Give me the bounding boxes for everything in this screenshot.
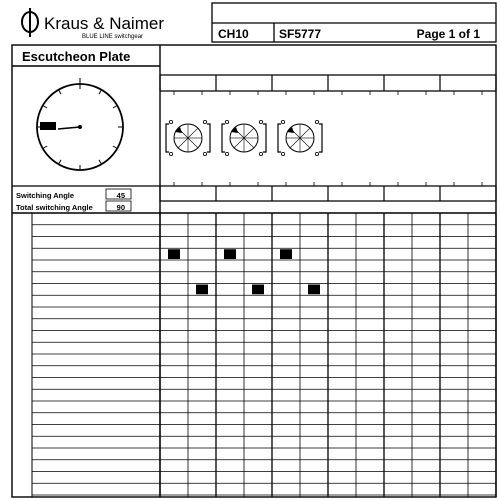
dial-highlight [40,122,56,130]
brand-name: Kraus & Naimer [44,14,164,33]
escutcheon-title: Escutcheon Plate [22,49,131,64]
total-switching-angle-value: 90 [116,203,125,212]
closed-contact-marker [196,285,208,295]
switch-type: CH10 [218,27,249,41]
closed-contact-marker [252,285,264,295]
total-switching-angle-label: Total switching Angle [16,203,93,212]
page-label: Page 1 of 1 [416,27,480,41]
switching-angle-value: 45 [116,191,125,200]
closed-contact-marker [224,249,236,259]
program-code: SF5777 [279,27,322,41]
closed-contact-marker [168,249,180,259]
closed-contact-marker [280,249,292,259]
brand-tagline: BLUE LINE switchgear [82,34,144,40]
closed-contact-marker [308,285,320,295]
switching-angle-label: Switching Angle [16,191,75,200]
